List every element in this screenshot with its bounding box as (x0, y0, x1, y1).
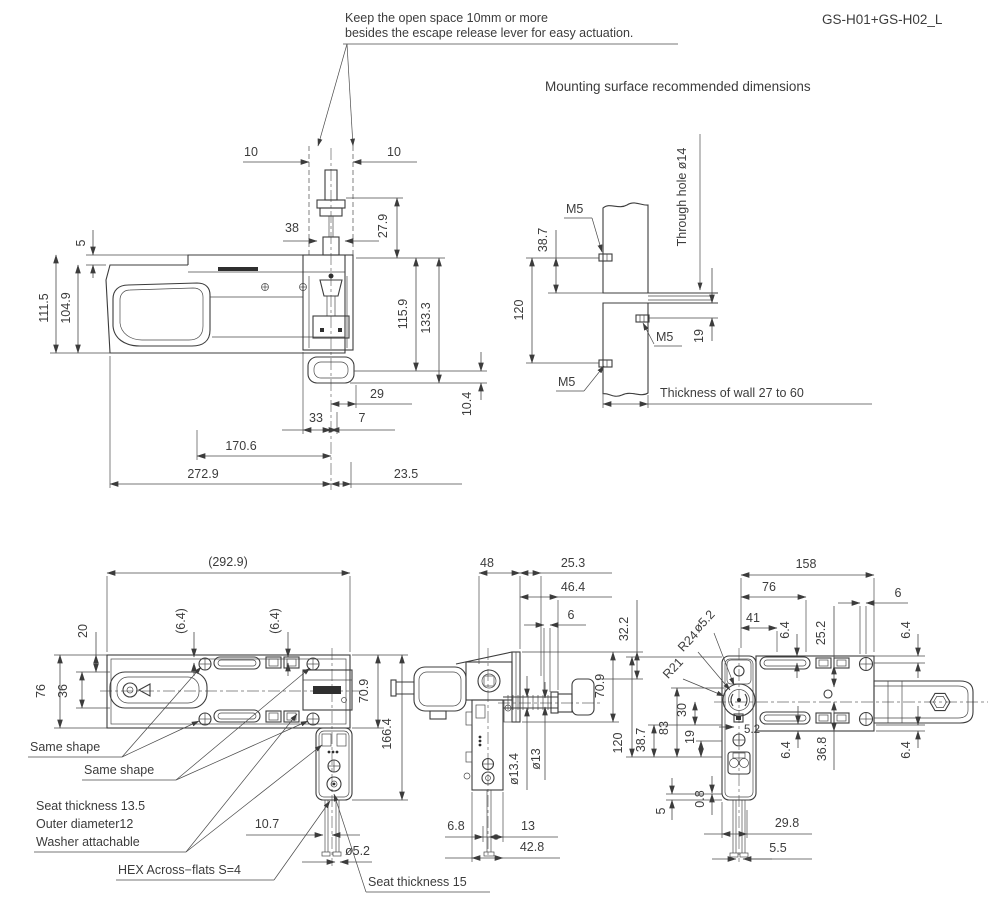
label-m5-bot: M5 (558, 375, 576, 389)
dim-6-4a: (6.4) (174, 608, 188, 634)
top-view-dimensions (28, 555, 490, 892)
label-hex: HEX Across−flats S=4 (118, 863, 241, 877)
dim-5: 5 (74, 239, 88, 247)
dim-29: 29 (370, 387, 384, 401)
header (318, 11, 943, 146)
dim-r21: R21 (660, 655, 687, 682)
wall-hatch-lower (603, 303, 648, 396)
dim-36-8: 36.8 (815, 736, 829, 762)
m5-screw-top (599, 254, 612, 261)
dim-104-9: 104.9 (59, 292, 73, 324)
dim-166-4: 166.4 (380, 718, 394, 750)
dim-phi13: ø13 (529, 748, 543, 770)
dim-83: 83 (657, 721, 671, 735)
dim-272-9: 272.9 (187, 467, 219, 481)
dim-10-7: 10.7 (254, 817, 280, 831)
side-view (391, 648, 602, 858)
dim-5-5: 5.5 (769, 841, 787, 855)
dim-0-8: 0.8 (693, 790, 707, 808)
mounting-title: Mounting surface recommended dimensions (545, 79, 811, 94)
dim-20: 20 (76, 624, 90, 638)
dim-133-3: 133.3 (419, 302, 433, 334)
dim-170-6: 170.6 (225, 439, 257, 453)
dim-30: 30 (675, 703, 689, 717)
dim-42-8: 42.8 (519, 840, 545, 854)
dim-13: 13 (521, 819, 535, 833)
dim-41: 41 (746, 611, 760, 625)
dim-38-7-rear: 38.7 (634, 727, 648, 753)
dim-48: 48 (480, 556, 494, 570)
dim-5-rear: 5 (654, 807, 668, 815)
dim-120: 120 (512, 299, 526, 321)
note-line1: Keep the open space 10mm or more (345, 11, 548, 25)
dim-111-5: 111.5 (37, 293, 51, 323)
label-same-shape-2: Same shape (84, 763, 155, 777)
dim-6-4-t2: 6.4 (899, 621, 913, 639)
m5-screw-bot (599, 360, 612, 367)
note-line2: besides the escape release lever for easy actuation. (345, 26, 634, 40)
dim-phi13-4: ø13.4 (507, 753, 521, 785)
top-view (100, 648, 362, 866)
dim-19: 19 (692, 329, 706, 343)
dim-70-9-side: 70.9 (593, 673, 607, 699)
dim-25-2: 25.2 (814, 620, 828, 646)
dim-10-left: 10 (244, 145, 258, 159)
label-through-hole: Through hole ø14 (675, 147, 689, 247)
dim-6-4-b1: 6.4 (779, 741, 793, 759)
dim-6-rear: 6 (894, 586, 902, 600)
dim-292-9: (292.9) (208, 555, 248, 569)
dim-6-8: 6.8 (447, 819, 465, 833)
label-seat-15: Seat thickness 15 (368, 875, 467, 889)
dim-27-9: 27.9 (376, 213, 390, 239)
label-washer: Washer attachable (36, 835, 140, 849)
dim-158: 158 (795, 557, 817, 571)
dim-46-4: 46.4 (560, 580, 586, 594)
label-same-shape-1: Same shape (30, 740, 101, 754)
dim-19-rear: 19 (683, 730, 697, 744)
label-seat-13-5: Seat thickness 13.5 (36, 799, 146, 813)
rear-view (714, 648, 988, 862)
dim-115-9: 115.9 (396, 298, 410, 330)
label-outer-12: Outer diameter12 (36, 817, 134, 831)
dim-5-2: 5.2 (744, 724, 760, 736)
dim-76: 76 (34, 684, 48, 698)
wall-hatch-upper (603, 203, 648, 293)
label-wall-thickness: Thickness of wall 27 to 60 (660, 386, 804, 400)
rear-view-dimensions (611, 557, 925, 859)
m5-screw-mid (636, 315, 649, 322)
dim-70-9-top: 70.9 (357, 678, 371, 704)
label-m5-mid: M5 (656, 330, 674, 344)
dim-6-4-t1: 6.4 (778, 621, 792, 639)
dim-38: 38 (285, 221, 299, 235)
dim-36: 36 (56, 684, 70, 698)
dim-32-2: 32.2 (617, 616, 631, 642)
dim-23-5: 23.5 (393, 467, 419, 481)
front-view-dimensions (37, 145, 487, 488)
dim-29-8: 29.8 (774, 816, 800, 830)
dim-6-4-b2: 6.4 (899, 741, 913, 759)
label-m5-top: M5 (566, 202, 584, 216)
drawing-title: GS-H01+GS-H02_L (822, 12, 943, 27)
dim-38-7: 38.7 (536, 227, 550, 253)
dim-6: 6 (567, 608, 575, 622)
dim-25-3: 25.3 (560, 556, 586, 570)
dim-120-rear: 120 (611, 732, 625, 754)
dim-r24: R24 (675, 628, 702, 655)
dim-10-4: 10.4 (460, 391, 474, 417)
dim-phi5-2-rear: ø5.2 (690, 607, 718, 636)
dim-6-4b: (6.4) (268, 608, 282, 634)
dim-7: 7 (358, 411, 366, 425)
dim-10-right: 10 (387, 145, 401, 159)
dim-76-rear: 76 (762, 580, 776, 594)
mounting-view (512, 134, 872, 408)
dim-33: 33 (309, 411, 323, 425)
dim-phi5-2: ø5.2 (345, 844, 371, 858)
side-view-dimensions (445, 556, 643, 862)
